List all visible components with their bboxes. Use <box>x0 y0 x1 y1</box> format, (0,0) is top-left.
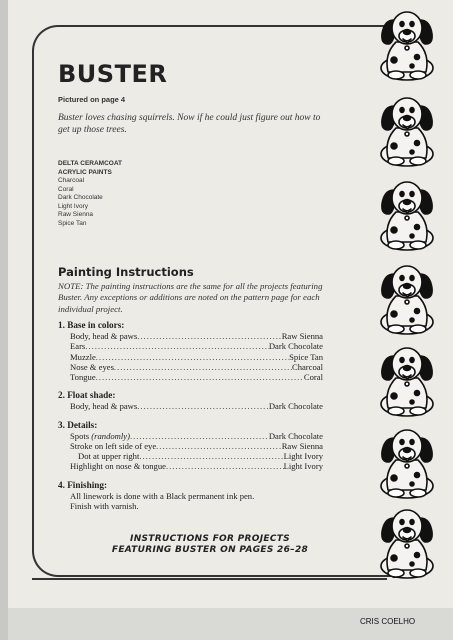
paint-item: Dark Chocolate <box>58 194 103 201</box>
row-color: Spice Tan <box>289 351 323 362</box>
finishing-line: Finish with varnish. <box>70 501 139 512</box>
dot-leader <box>130 431 269 441</box>
dot-leader <box>137 401 269 411</box>
paint-brand: DELTA CERAMCOAT <box>58 160 123 167</box>
painting-instructions-heading: Painting Instructions <box>58 265 194 279</box>
row-color: Dark Chocolate <box>268 341 323 352</box>
step-details <box>58 420 323 472</box>
cartoon-dog-icon <box>372 172 442 252</box>
row-label: Highlight on nose & tongue <box>70 461 166 472</box>
dot-leader <box>114 362 292 372</box>
pictured-on-note: Pictured on page 4 <box>58 95 126 104</box>
row-label: Body, head & paws <box>70 401 138 412</box>
cartoon-dog-icon <box>372 338 442 418</box>
bottom-rule <box>32 578 387 580</box>
step-row <box>58 372 323 382</box>
finishing-line: All linework is done with a Black permanent ink pen. <box>70 490 255 501</box>
step-heading: 1. Base in colors: <box>58 320 125 330</box>
paint-type: ACRYLIC PAINTS <box>58 168 112 176</box>
step-row <box>58 341 323 351</box>
dot-leader <box>139 451 283 461</box>
step-row <box>58 331 323 341</box>
page-edge-shadow <box>0 0 8 640</box>
projects-footer-line: INSTRUCTIONS FOR PROJECTS <box>130 534 290 544</box>
step-row <box>58 441 323 451</box>
step-base-colors <box>58 320 323 382</box>
row-label: Dot at upper right <box>78 451 140 462</box>
row-color: Dark Chocolate <box>268 401 323 412</box>
pattern-title: BUSTER <box>58 60 168 88</box>
cartoon-dog-icon <box>372 256 442 336</box>
row-color: Charcoal <box>291 361 323 372</box>
paint-item: Raw Sienna <box>58 211 94 218</box>
row-color: Light Ivory <box>283 451 323 462</box>
dot-leader <box>96 372 304 382</box>
dot-leader <box>96 352 289 362</box>
step-row <box>58 401 323 411</box>
paint-item: Charcoal <box>58 177 85 184</box>
projects-footer <box>90 534 330 556</box>
row-label: Body, head & paws <box>70 331 138 342</box>
paint-list <box>58 160 122 228</box>
step-finishing <box>58 480 323 512</box>
step-heading: 3. Details: <box>58 419 98 430</box>
step-heading: 2. Float shade: <box>58 390 116 401</box>
row-color: Dark Chocolate <box>268 430 323 441</box>
row-label: Spots <box>70 430 90 441</box>
steps-list <box>58 320 323 519</box>
dot-leader <box>137 331 281 341</box>
row-label: Tongue <box>70 372 96 383</box>
credit-watermark: CRIS COELHO <box>360 617 416 626</box>
row-color: Light Ivory <box>283 461 323 472</box>
instructions-note: NOTE: The painting instructions are the same for all the projects featuring Buster. Any exceptions or additions are noted on the pattern page for each individual project. <box>58 281 323 314</box>
row-color: Coral <box>303 372 323 383</box>
cartoon-dog-icon <box>372 88 442 168</box>
dot-leader <box>156 441 282 451</box>
dot-leader <box>85 341 269 351</box>
row-label: Ears <box>70 341 86 352</box>
step-row <box>58 362 323 372</box>
row-color: Raw Sienna <box>281 441 323 452</box>
row-label-note: (randomly) <box>91 430 130 441</box>
intro-text: Buster loves chasing squirrels. Now if he could just figure out how to get up those trees. <box>58 113 321 135</box>
paint-item: Light Ivory <box>58 202 88 210</box>
projects-footer-line: FEATURING BUSTER ON PAGES 26–28 <box>111 545 309 555</box>
row-label: Nose & eyes <box>70 361 114 372</box>
step-row <box>58 451 323 461</box>
row-color: Raw Sienna <box>281 331 323 342</box>
row-label: Stroke on left side of eye <box>70 441 157 452</box>
step-heading: 4. Finishing: <box>58 479 108 490</box>
step-row <box>58 461 323 471</box>
step-row <box>58 431 323 441</box>
step-float-shade <box>58 390 323 411</box>
cartoon-dog-icon <box>372 500 442 580</box>
step-row <box>58 352 323 362</box>
dot-leader <box>166 461 284 471</box>
paint-item: Spice Tan <box>58 219 87 227</box>
row-label: Muzzle <box>70 351 96 362</box>
cartoon-dog-icon <box>372 2 442 82</box>
cartoon-dog-icon <box>372 420 442 500</box>
paint-item: Coral <box>58 185 74 193</box>
